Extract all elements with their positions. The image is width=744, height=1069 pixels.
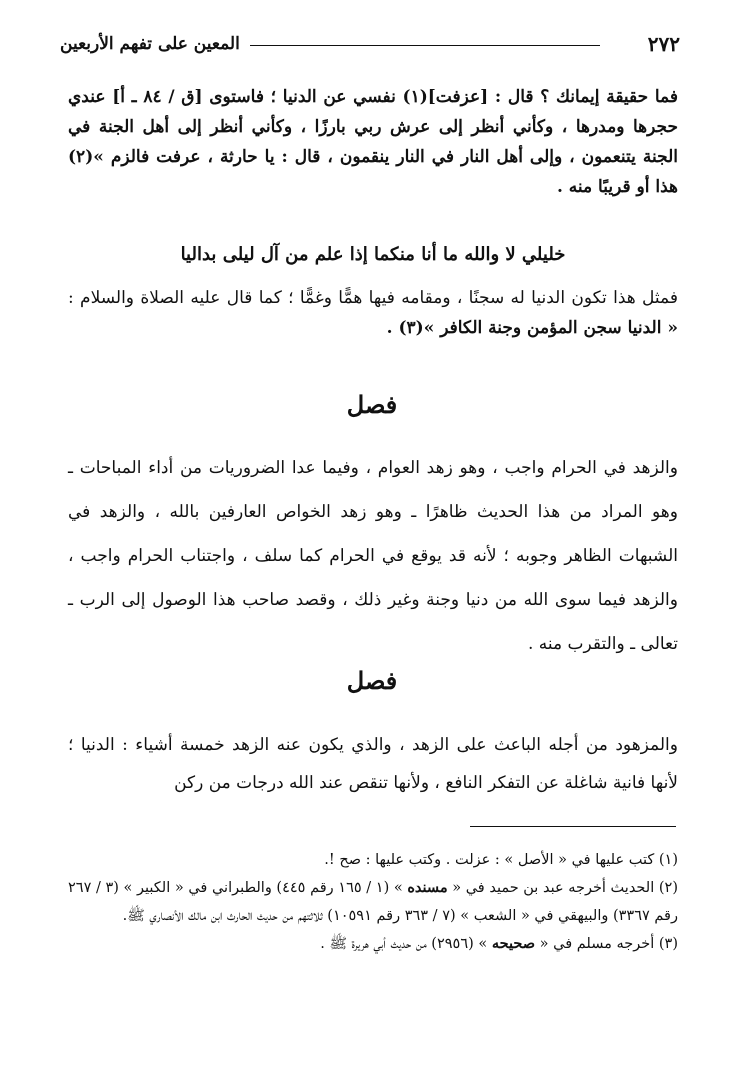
footnote-source: مسنده bbox=[407, 879, 448, 896]
section-heading: فصل bbox=[346, 390, 398, 419]
poem-verse: خليلي لا والله ما أنا منكما إذا علم من آل ليلى بداليا bbox=[180, 244, 566, 265]
section-heading: فصل bbox=[346, 666, 398, 695]
footnote-text: » (١ / ١٦٥ رقم ٤٤٥) والطبراني في « الكبير » (٣ / ٢٦٧ رقم ٣٣٦٧) والبيهقي في « الشعب » (٧ / ٣٦٣ رقم ١٠٥٩١) ثلاثتهم من حديث الحارث ابن مالك الأنصاري ﷺ. bbox=[68, 880, 678, 924]
page-header bbox=[60, 30, 680, 60]
paragraph-dunya-prison bbox=[68, 283, 678, 343]
footnote-source: صحيحه bbox=[491, 935, 536, 952]
footnote-text: » (٢٩٥٦) من حديث أبي هريرة ﷺ . bbox=[320, 936, 492, 952]
paragraph-zuhd-types: والزهد في الحرام واجب ، وهو زهد العوام ، وفيما عدا الضروريات من أداء المباحات ـ وهو المراد من هذا الحديث ظاهرًا ـ وهو زهد الخواص العارفين بالله ، والزهد في الشبهات الظاهر وجوبه ؛ لأنه قد يوقع في الحرام كما سلف ، واجتناب الحرام واجب ، والزهد فيما سوى الله من دنيا وجنة وغير ذلك ، وقصد صاحب هذا الوصول إلى الرب ـ تعالى ـ والتقرب منه . bbox=[68, 458, 678, 654]
paragraph-zuhd-objects: والمزهود من أجله الباعث على الزهد ، والذي يكون عنه الزهد خمسة أشياء : الدنيا ؛ لأنها فانية شاغلة عن التفكر النافع ، ولأنها تنقص عند الله درجات من ركن bbox=[68, 735, 678, 793]
footnote bbox=[68, 930, 678, 958]
footnote-text: (٢) الحديث أخرجه عبد بن حميد في « bbox=[447, 880, 678, 896]
hadith-quote: « الدنيا سجن المؤمن وجنة الكافر »(٣) . bbox=[386, 318, 678, 338]
footnote-text: (١) كتب عليها في « الأصل » : عزلت . وكتب عليها : صح !. bbox=[324, 852, 678, 868]
header-divider bbox=[250, 45, 600, 46]
page-number: ٢٧٢ bbox=[647, 32, 680, 56]
book-title: المعين على تفهم الأربعين bbox=[60, 34, 240, 54]
footnote bbox=[68, 846, 678, 874]
footnotes bbox=[68, 846, 678, 958]
footnote-divider bbox=[470, 826, 676, 827]
paragraph-text: فمثل هذا تكون الدنيا له سجنًا ، ومقامه فيها همًّا وغمًّا ؛ كما قال عليه الصلاة والسلام : bbox=[68, 288, 678, 308]
paragraph-hadith-haritha: فما حقيقة إيمانك ؟ قال : [عزفت](١) نفسي عن الدنيا ؛ فاستوى [ق / ٨٤ ـ أ] عندي حجرها ومدرها ، وكأني أنظر إلى عرش ربي بارزًا ، وكأني أنظر إلى أهل الجنة في الجنة يتنعمون ، وإلى أهل النار في النار ينقمون ، قال : يا حارثة ، عرفت فالزم »(٢) هذا أو قريبًا منه . bbox=[68, 87, 678, 197]
footnote-text: (٣) أخرجه مسلم في « bbox=[535, 936, 678, 952]
footnote bbox=[68, 874, 678, 930]
